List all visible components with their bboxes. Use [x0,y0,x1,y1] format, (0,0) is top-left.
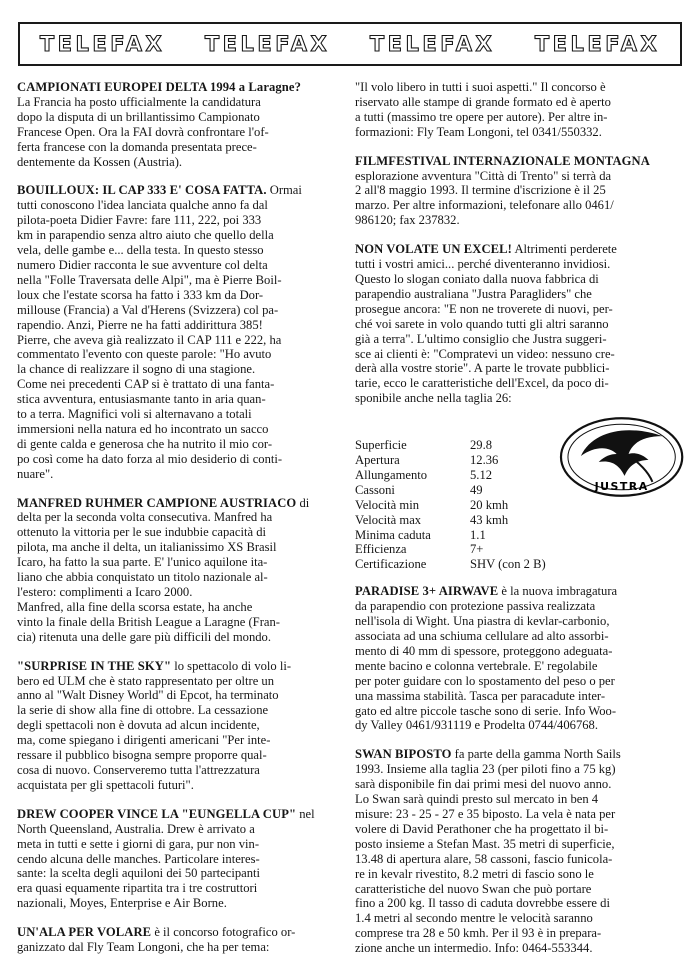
news-body: nel North Queensland, Australia. Drew è arrivato a meta in tutti e sette i giorni di gara, pur non vin- cendo alcuna delle manches. Particolare interes- sante: la scelta degli aquiloni dei 50 partecipanti era quasi equamente ripartita tra i tre costruttori nazionali, Moyes, Enterprise e Air Borne. [17,806,315,911]
banner-word: TELEFAX [534,32,661,56]
spec-value: 1.1 [470,527,486,542]
news-item [355,584,684,733]
spec-key: Minima caduta [355,527,431,542]
spec-value: 5.12 [470,467,493,482]
spec-key: Certificazione [355,557,427,572]
spec-value: 49 [470,482,483,497]
news-headline: UN'ALA PER VOLARE [17,925,152,940]
news-headline: BOUILLOUX: IL CAP 333 E' COSA FATTA. [17,183,267,198]
news-item [17,659,340,793]
spec-row [355,468,559,483]
news-item [17,807,340,911]
telefax-banner [18,22,682,66]
spec-key: Efficienza [355,542,407,557]
news-item [355,80,684,140]
spec-value: 43 kmh [470,512,509,527]
news-headline: SWAN BIPOSTO [355,747,452,762]
spec-value: 20 kmh [470,497,509,512]
news-body: è il concorso fotografico or- ganizzato dal Fly Team Longoni, che ha per tema: [17,925,296,955]
spec-value: 12.36 [470,453,499,468]
news-headline: MANFRED RUHMER CAMPIONE AUSTRIACO [17,495,297,510]
news-item [17,925,340,955]
news-item [17,496,340,645]
spec-key: Superficie [355,438,407,453]
news-body: Altrimenti perderete tutti i vostri amici... perché diventeranno invidiosi. Questo lo slogan coniato dalla nuova fabbrica di parapendio australiana "Justra Paragliders" che prosegue ancora: "E non ne troverete di nuovi, per- ché voi sarete in volo quando tutti gli altri saranno già a terra". L'ultimo consiglio che Justra suggeri- sce ai clienti è: "Compratevi un video: nessuno cre- derà alla vostre storie". A parte le trovate pubblici- tarie, ecco le caratteristiche dell'Excel, da poco di- sponibile anche nella taglia 26: [355,242,617,406]
news-headline: "SURPRISE IN THE SKY" [17,658,172,673]
news-item [355,154,684,229]
news-headline: PARADISE 3+ AIRWAVE [355,584,499,599]
banner-word: TELEFAX [204,32,331,56]
news-item [355,747,684,956]
spec-key: Allungamento [355,467,428,482]
excel-spec-block [355,416,684,572]
news-item [17,183,340,481]
spec-row [355,528,559,543]
spec-value: 7+ [470,542,484,557]
spec-row [355,542,559,557]
spec-table [355,438,559,572]
spec-row [355,513,559,528]
banner-word: TELEFAX [39,32,166,56]
news-body: esplorazione avventura "Città di Trento" si terrà da 2 all'8 maggio 1993. Il termine d'iscrizione è il 25 marzo. Per altre informazioni, telefonare allo 0461/ 986120; fax 237832. [355,168,614,228]
news-headline: FILMFESTIVAL INTERNAZIONALE MONTAGNA [355,153,650,168]
spec-row [355,453,559,468]
news-headline: CAMPIONATI EUROPEI DELTA 1994 a Laragne? [17,80,301,94]
news-body: Ormai tutti conoscono l'idea lanciata qualche anno fa dal pilota-poeta Didier Favre: fare 111, 222, poi 333 km in parapendio senza altro aiuto che quello della vela, delle gambe e... della testa. In questo stesso numero Didier racconta le sue avventure col delta nella "Folle Traversata delle Alpi", ma è Pierre Boil- loux che l'estate scorsa ha fatto i 333 km da Dor- millouse (Francia) a Val d'Herens (Svizzera) col pa- rapendio. Anzi, Pierre ne ha fatti addirittura 385! Pierre, che aveva già realizzato il CAP 111 e 222, ha commentato l'evento con queste parole: "Ho avuto la chance di realizzare il sogno di una stagione. Come nei precedenti CAP si è trattato di una fanta- stica avventura, entusiasmante tanto in aria quan- to a terra. Magnifici voli si alternavano a totali immersioni nella natura ed ho incontrato un sacco di gente calda e generosa che ha nutrito il mio cor- po così come ha dato forza al mio desiderio di conti- nuare". [17,183,302,481]
logo-wordmark: JUSTRA [594,479,649,493]
spec-value: SHV (con 2 B) [470,557,546,572]
news-body: "Il volo libero in tutti i suoi aspetti." Il concorso è riservato alle stampe di grande formato ed è aperto a tutti (massimo tre opere per autore). Per altre in- formazioni: Fly Team Longoni, tel 0341/550332. [355,80,611,139]
news-body: La Francia ha posto ufficialmente la candidatura dopo la disputa di un brillantissimo Campionato Francese Open. Ora la FAI dovrà confrontare l'of- ferta francese con la domanda presentata prece- dentemente da Kossen (Austria). [17,94,269,169]
spec-key: Apertura [355,453,400,468]
spec-value: 29.8 [470,438,493,453]
spec-row [355,557,559,572]
spec-row [355,438,559,453]
spec-key: Velocità max [355,512,422,527]
news-item [355,242,684,406]
spec-row [355,498,559,513]
news-item [17,80,340,169]
justra-logo [559,416,684,498]
news-body: è la nuova imbragatura da parapendio con protezione passiva realizzata nell'isola di Wight. Una piastra di kevlar-carbonio, associata ad una schiuma cellulare ad alto assorbi- mento di 40 mm di spessore, proteggono adeguata- mente bacino e colonna vertebrale. E' regolabile per poter guidare con lo spostamento del peso o per una massima stabilità. Tasca per paracadute inter- gato ed altre piccole tasche sono di serie. Info Woo- dy Valley 0461/931119 e Prodelta 0744/406768. [355,584,618,733]
news-headline: DREW COOPER VINCE LA "EUNGELLA CUP" [17,806,297,821]
spec-key: Cassoni [355,482,395,497]
spec-row [355,483,559,498]
right-column [355,80,684,970]
news-headline: NON VOLATE UN EXCEL! [355,242,512,257]
spec-key: Velocità min [355,497,420,512]
news-body: di delta per la seconda volta consecutiva. Manfred ha ottenuto la vittoria per le sue indubbie capacità di pilota, ma anche il delta, un italianissimo XS Brasil Icaro, ha fatto la sua parte. E' l'unico aquilone ita- liano che abbia conquistato un titolo nazionale al- l'estero: complimenti a Icaro 2000. Manfred, alla fine della scorsa estate, ha anche vinto la finale della British League a Laragne (Fran- cia) ritenuta una delle gare più difficili del mondo. [17,495,310,644]
news-body: fa parte della gamma North Sails 1993. Insieme alla taglia 23 (per piloti fino a 75 kg) sarà disponibile fin dai primi mesi del nuovo anno. Lo Swan sarà quindi presto sul mercato in ben 4 misure: 23 - 25 - 27 e 35 biposto. La vela è nata per volere di David Perathoner che ha progettato il bi- posto insieme a Stefan Mast. 35 metri di superficie, 13.48 di apertura alare, 58 cassoni, fascio funicola- re in kevalr rivestito, 8.2 metri di fascio sono le caratteristiche del nuovo Swan che può portare fino a 200 kg. Il tasso di caduta dovrebbe essere di 1.4 metri al secondo mentre le velocità saranno comprese tra 28 e 50 kmh. Per il 93 è in prepara- zione anche un intermedio. Info: 0464-553344. [355,747,621,956]
news-body: lo spettacolo di volo li- bero ed ULM che è stato rappresentato per oltre un anno al "Walt Disney World" di Epcot, ha terminato la serie di show alla fine di ottobre. La cessazione degli spettacoli non è dovuta ad alcun incidente, ma, come spiegano i dirigenti americani "Per inte- ressare il pubblico bisogna sempre proporre qual- cosa di nuovo. Conserveremo tutta l'attrezzatura acquistata per gli spettacoli futuri". [17,658,292,792]
banner-word: TELEFAX [369,32,496,56]
left-column [17,80,340,969]
